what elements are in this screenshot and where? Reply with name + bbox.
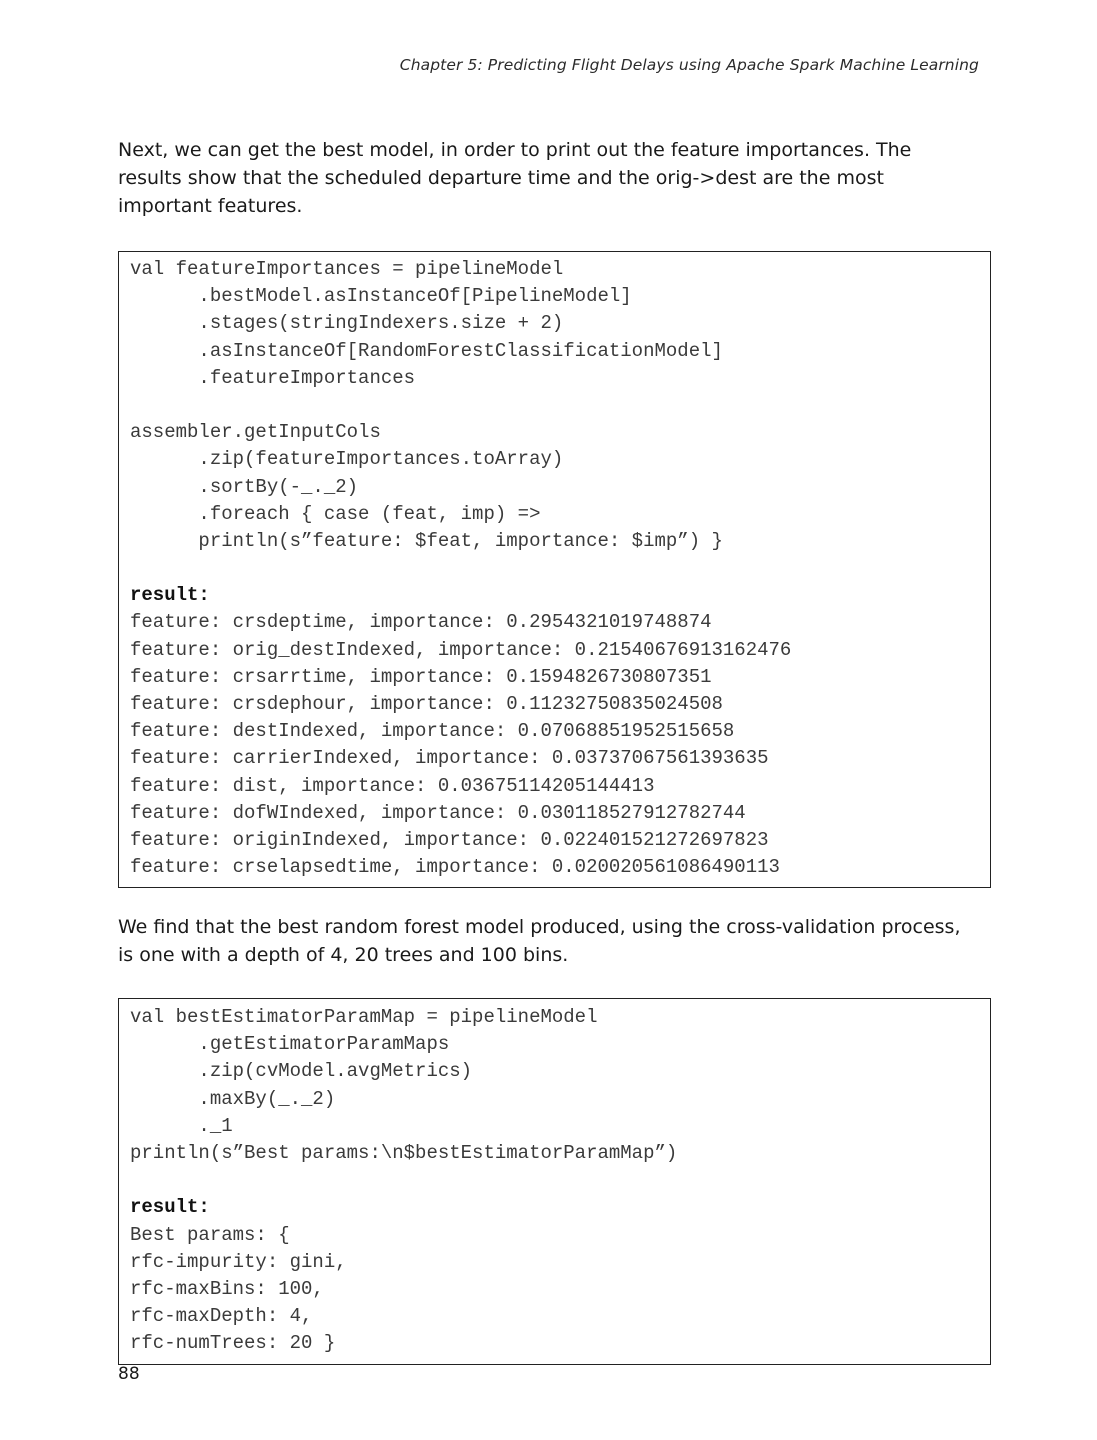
code-line — [130, 1167, 990, 1194]
result-line: rfc-numTrees: 20 } — [130, 1332, 336, 1355]
code-line: val featureImportances = pipelineModel — [130, 258, 564, 280]
code-line: .asInstanceOf[RandomForestClassificationModel] — [130, 339, 723, 362]
result-line: rfc-maxBins: 100, — [130, 1277, 324, 1300]
code-line: .getEstimatorParamMaps — [130, 1033, 450, 1056]
code-line: .sortBy(-_._2) — [130, 475, 359, 498]
code-line: .maxBy(_._2) — [130, 1087, 336, 1110]
result-line: feature: dist, importance: 0.03675114205144413 — [130, 774, 655, 797]
code-line: .zip(featureImportances.toArray) — [130, 448, 564, 471]
code-line: .featureImportances — [130, 366, 416, 389]
result-line: feature: destIndexed, importance: 0.07068851952515658 — [130, 720, 735, 743]
result-line: Best params: { — [130, 1223, 290, 1246]
code-line: println(s”feature: $feat, importance: $imp”) } — [130, 529, 723, 552]
chapter-header: Chapter 5: Predicting Flight Delays using Apache Spark Machine Learning — [399, 56, 979, 74]
code-line — [130, 555, 990, 582]
result-line: feature: originIndexed, importance: 0.022401521272697823 — [130, 828, 769, 851]
code-line: .zip(cvModel.avgMetrics) — [130, 1060, 473, 1083]
code-block-best-params — [118, 998, 991, 1365]
result-line: feature: crsarrtime, importance: 0.1594826730807351 — [130, 665, 712, 688]
result-line: feature: dofWIndexed, importance: 0.030118527912782744 — [130, 801, 746, 824]
result-line: feature: carrierIndexed, importance: 0.03737067561393635 — [130, 747, 769, 770]
code-line: .foreach { case (feat, imp) => — [130, 502, 541, 525]
code-line: .stages(stringIndexers.size + 2) — [130, 312, 564, 335]
result-line: feature: crsdephour, importance: 0.11232750835024508 — [130, 693, 723, 715]
result-label: result: — [130, 1196, 210, 1219]
intro-paragraph: Next, we can get the best model, in order to print out the feature importances. The results show that the scheduled departure time and the orig->dest are the most important features. — [118, 139, 912, 217]
result-line: rfc-impurity: gini, — [130, 1250, 347, 1273]
code-line: .bestModel.asInstanceOf[PipelineModel] — [130, 285, 632, 308]
result-line: feature: orig_destIndexed, importance: 0.21540676913162476 — [130, 638, 792, 661]
code-block-feature-importances — [118, 251, 991, 888]
code-line — [130, 392, 990, 419]
result-line: feature: crselapsedtime, importance: 0.020020561086490113 — [130, 856, 780, 879]
code-line: println(s”Best params:\n$bestEstimatorParamMap”) — [130, 1141, 678, 1164]
code-line: val bestEstimatorParamMap = pipelineModel — [130, 1006, 598, 1028]
code-line: assembler.getInputCols — [130, 421, 381, 444]
best-model-paragraph: We find that the best random forest model produced, using the cross-validation process, is one with a depth of 4, 20 trees and 100 bins. — [118, 916, 961, 966]
result-line: rfc-maxDepth: 4, — [130, 1305, 313, 1328]
result-line: feature: crsdeptime, importance: 0.2954321019748874 — [130, 611, 712, 634]
page-number: 88 — [118, 1364, 140, 1384]
code-line: ._1 — [130, 1114, 233, 1137]
result-label: result: — [130, 584, 210, 607]
